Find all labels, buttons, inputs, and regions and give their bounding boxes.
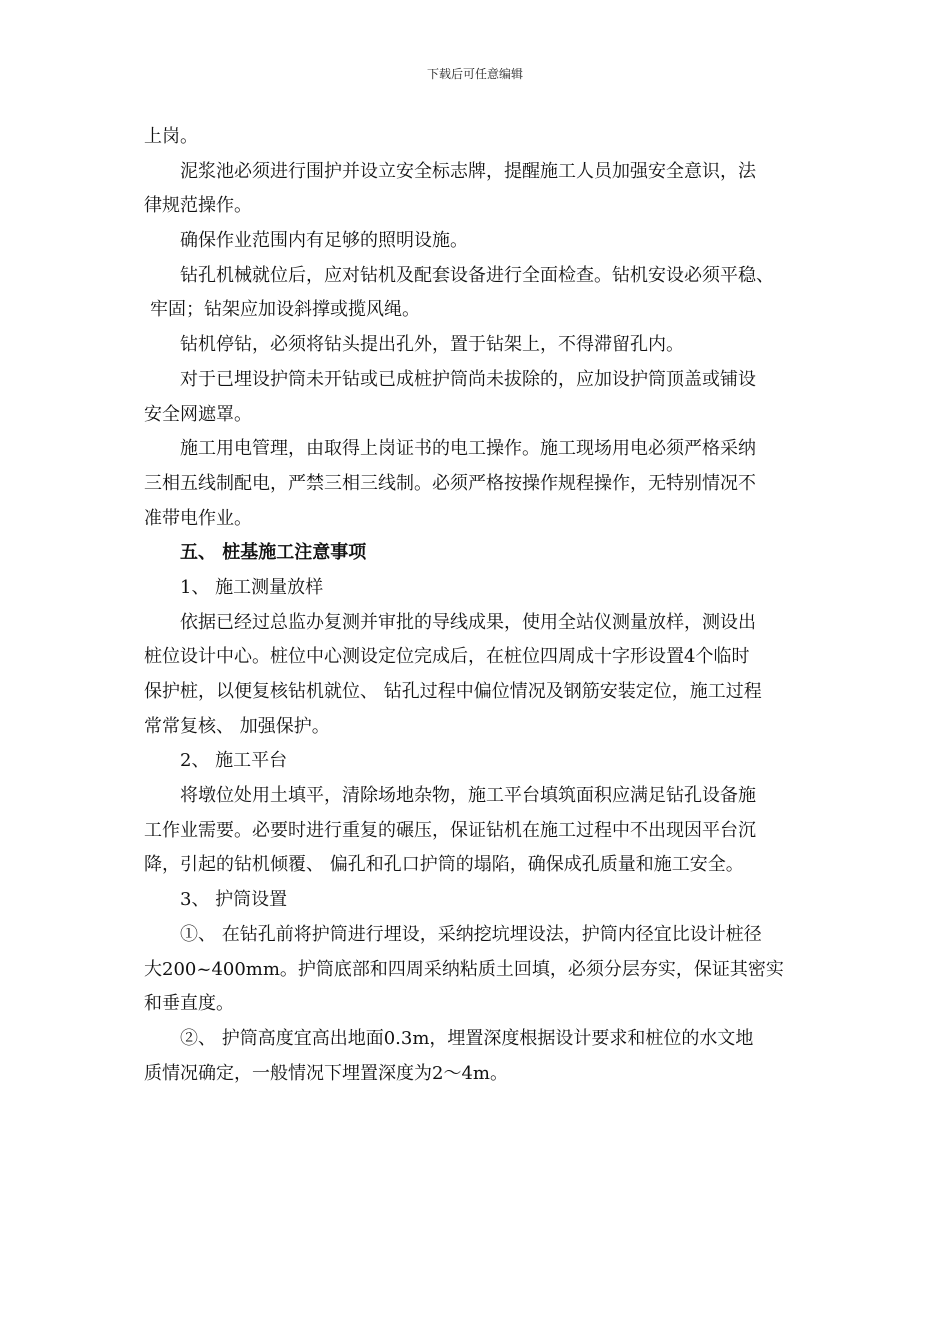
- text-line: 律规范操作。: [144, 195, 252, 217]
- text-line: 工作业需要。必要时进行重复的碾压，保证钻机在施工过程中不出现因平台沉: [144, 819, 756, 841]
- text-line: 大200~400mm。护筒底部和四周采纳粘质土回填，必须分层夯实，保证其密实: [144, 958, 784, 980]
- section-heading: 五、 桩基施工注意事项: [180, 542, 367, 564]
- text-line: ①、 在钻孔前将护筒进行埋设，采纳挖坑埋设法，护筒内径宜比设计桩径: [180, 923, 762, 945]
- text-line: 依据已经过总监办复测并审批的导线成果，使用全站仪测量放样，测设出: [180, 611, 756, 633]
- text-line: 质情况确定，一般情况下埋置深度为2～4m。: [144, 1062, 508, 1084]
- text-line: 桩位设计中心。桩位中心测设定位完成后，在桩位四周成十字形设置4个临时: [144, 646, 750, 668]
- subsection-heading: 1、 施工测量放样: [180, 576, 324, 598]
- text-line: 三相五线制配电，严禁三相三线制。必须严格按操作规程操作，无特别情况不: [144, 472, 756, 494]
- text-line: ②、 护筒高度宜高出地面0.3m，埋置深度根据设计要求和桩位的水文地: [180, 1027, 754, 1049]
- text-line: 和垂直度。: [144, 993, 234, 1015]
- document-body: [144, 120, 808, 1091]
- text-line: 施工用电管理，由取得上岗证书的电工操作。施工现场用电必须严格采纳: [180, 438, 756, 460]
- text-line: 准带电作业。: [144, 507, 252, 529]
- text-line: 牢固；钻架应加设斜撑或揽风绳。: [150, 299, 420, 321]
- text-line: 降，引起的钻机倾覆、 偏孔和孔口护筒的塌陷，确保成孔质量和施工安全。: [144, 854, 744, 876]
- text-line: 常常复核、 加强保护。: [144, 715, 330, 737]
- text-line: 钻机停钻，必须将钻头提出孔外，置于钻架上，不得滞留孔内。: [180, 334, 684, 356]
- page-header: 下载后可任意编辑: [426, 67, 523, 81]
- subsection-heading: 2、 施工平台: [180, 750, 288, 772]
- text-line: 安全网遮罩。: [144, 403, 252, 425]
- text-line: 上岗。: [144, 126, 198, 147]
- subsection-heading: 3、 护筒设置: [180, 889, 288, 911]
- text-line: 对于已埋设护筒未开钻或已成桩护筒尚未拔除的，应加设护筒顶盖或铺设: [180, 368, 756, 390]
- text-line: 保护桩，以便复核钻机就位、 钻孔过程中偏位情况及钢筋安装定位，施工过程: [144, 681, 762, 702]
- text-line: 确保作业范围内有足够的照明设施。: [180, 230, 468, 252]
- text-line: 钻孔机械就位后，应对钻机及配套设备进行全面检查。钻机安设必须平稳、: [180, 264, 774, 286]
- text-line: 将墩位处用土填平，清除场地杂物，施工平台填筑面积应满足钻孔设备施: [180, 785, 756, 807]
- text-line: 泥浆池必须进行围护并设立安全标志牌，提醒施工人员加强安全意识，法: [180, 160, 756, 182]
